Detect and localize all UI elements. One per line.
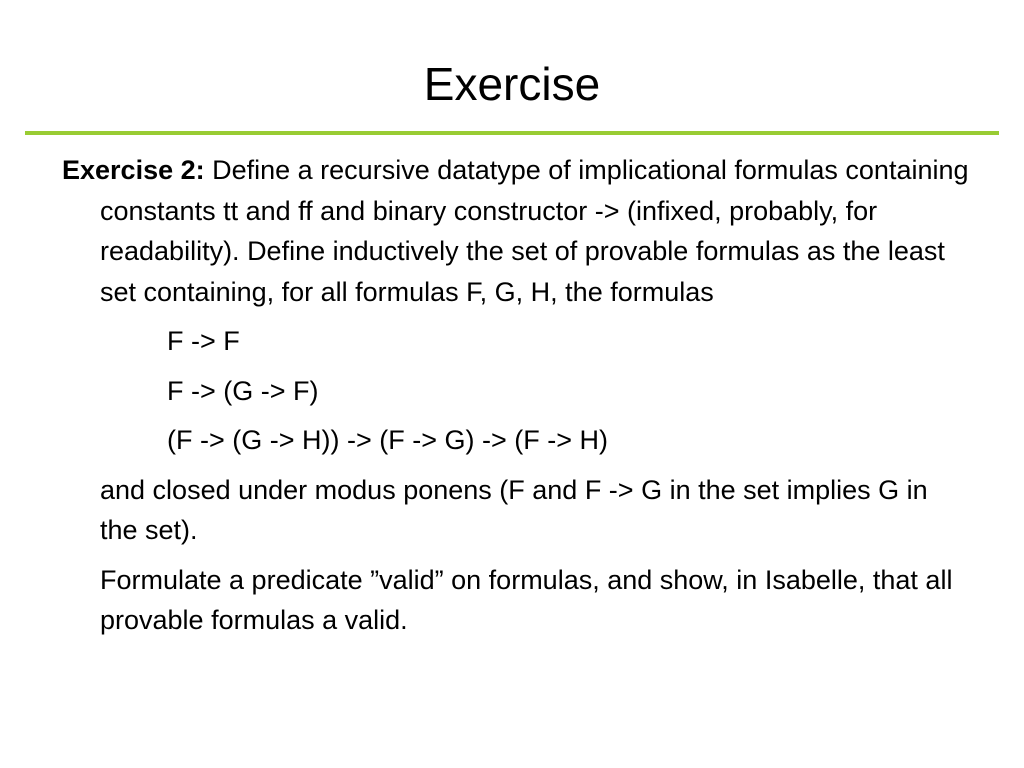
formula-1: F -> F	[167, 326, 240, 356]
slide-content	[62, 150, 972, 641]
closure-paragraph: and closed under modus ponens (F and F -> G in the set implies G in the set).	[100, 474, 928, 545]
formula-2: F -> (G -> F)	[167, 375, 319, 406]
formula-3: (F -> (G -> H)) -> (F -> G) -> (F -> H)	[167, 425, 608, 455]
title-divider	[25, 131, 999, 135]
exercise-intro-text: Define a recursive datatype of implicational formulas containing constants tt and ff and binary constructor -> (infixed, probably, for readability). Define inductively the set of provable formulas as the least set containing, for all formulas F, G, H, the formulas	[100, 155, 969, 307]
task-paragraph: Formulate a predicate ”valid” on formulas, and show, in Isabelle, that all provable formulas a valid.	[100, 564, 953, 635]
slide-title: Exercise	[423, 58, 601, 110]
exercise-paragraph	[62, 150, 972, 312]
exercise-label: Exercise 2:	[62, 155, 205, 185]
